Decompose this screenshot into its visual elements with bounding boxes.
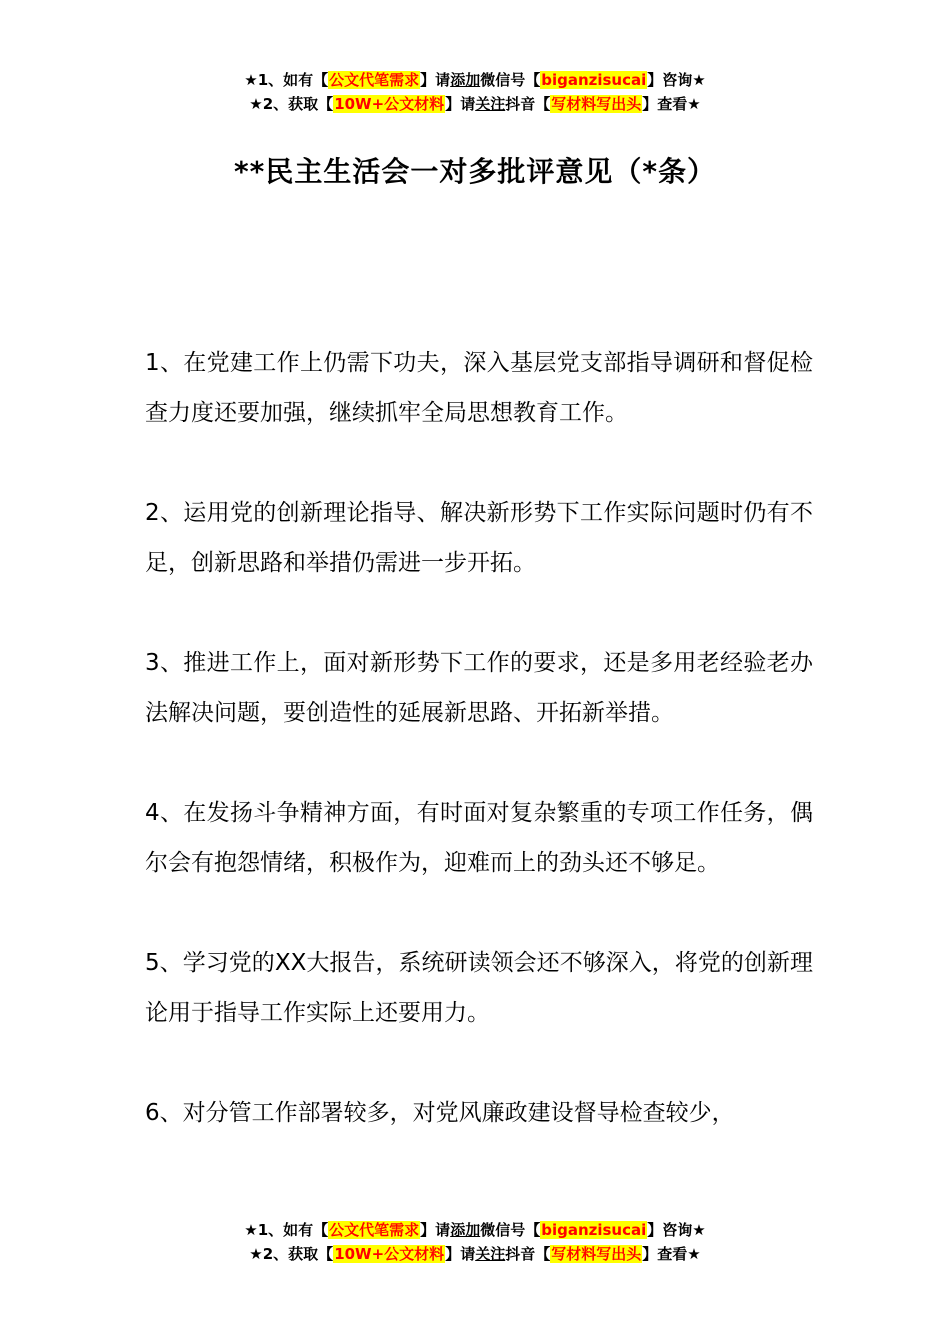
highlight-wechat-id: biganzisucai xyxy=(541,71,647,89)
highlight-service: 公文代笔需求 xyxy=(329,71,420,89)
notice-text: 抖音【 xyxy=(505,95,551,113)
notice-text: 微信号【 xyxy=(480,1221,541,1239)
notice-text: 】查看★ xyxy=(642,1245,701,1263)
notice-emphasis: 添加 xyxy=(450,1221,481,1239)
highlight-douyin-account: 写材料写出头 xyxy=(551,1245,642,1263)
paragraph-2: 2、运用党的创新理论指导、解决新形势下工作实际问题时仍有不足，创新思路和举措仍需进一步开拓。 xyxy=(145,500,813,576)
notice-text: 】咨询★ xyxy=(647,1221,706,1239)
highlight-wechat-id: biganzisucai xyxy=(541,1221,647,1239)
footer-notice xyxy=(0,1218,950,1266)
header-notice xyxy=(0,68,950,116)
paragraph-4: 4、在发扬斗争精神方面，有时面对复杂繁重的专项工作任务，偶尔会有抱怨情绪，积极作为，迎难而上的劲头还不够足。 xyxy=(145,800,813,876)
paragraph-3: 3、推进工作上，面对新形势下工作的要求，还是多用老经验老办法解决问题，要创造性的延展新思路、开拓新举措。 xyxy=(145,650,813,726)
notice-emphasis: 添加 xyxy=(450,71,481,89)
notice-text: 】咨询★ xyxy=(647,71,706,89)
highlight-douyin-account: 写材料写出头 xyxy=(551,95,642,113)
notice-text: 】请 xyxy=(445,1245,476,1263)
notice-text: ★2、获取【 xyxy=(249,1245,334,1263)
paragraph-6: 6、对分管工作部署较多，对党风廉政建设督导检查较少， xyxy=(145,1100,735,1126)
notice-text: ★1、如有【 xyxy=(244,71,329,89)
highlight-materials: 10W+公文材料 xyxy=(334,1245,445,1263)
notice-line-1 xyxy=(0,68,950,92)
notice-emphasis: 关注 xyxy=(475,95,506,113)
notice-line-2 xyxy=(0,92,950,116)
highlight-materials: 10W+公文材料 xyxy=(334,95,445,113)
paragraph-1: 1、在党建工作上仍需下功夫，深入基层党支部指导调研和督促检查力度还要加强，继续抓牢全局思想教育工作。 xyxy=(145,350,813,426)
highlight-service: 公文代笔需求 xyxy=(329,1221,420,1239)
notice-text: 】请 xyxy=(420,1221,451,1239)
notice-text: 微信号【 xyxy=(480,71,541,89)
document-body xyxy=(145,338,813,1138)
notice-text: 】请 xyxy=(445,95,476,113)
document-title: **民主生活会一对多批评意见（*条） xyxy=(234,155,716,188)
notice-emphasis: 关注 xyxy=(475,1245,506,1263)
notice-text: 】请 xyxy=(420,71,451,89)
paragraph-5: 5、学习党的XX大报告，系统研读领会还不够深入，将党的创新理论用于指导工作实际上还要用力。 xyxy=(145,950,813,1026)
notice-text: ★1、如有【 xyxy=(244,1221,329,1239)
notice-text: ★2、获取【 xyxy=(249,95,334,113)
notice-text: 抖音【 xyxy=(505,1245,551,1263)
notice-line-2 xyxy=(0,1242,950,1266)
notice-text: 】查看★ xyxy=(642,95,701,113)
notice-line-1 xyxy=(0,1218,950,1242)
